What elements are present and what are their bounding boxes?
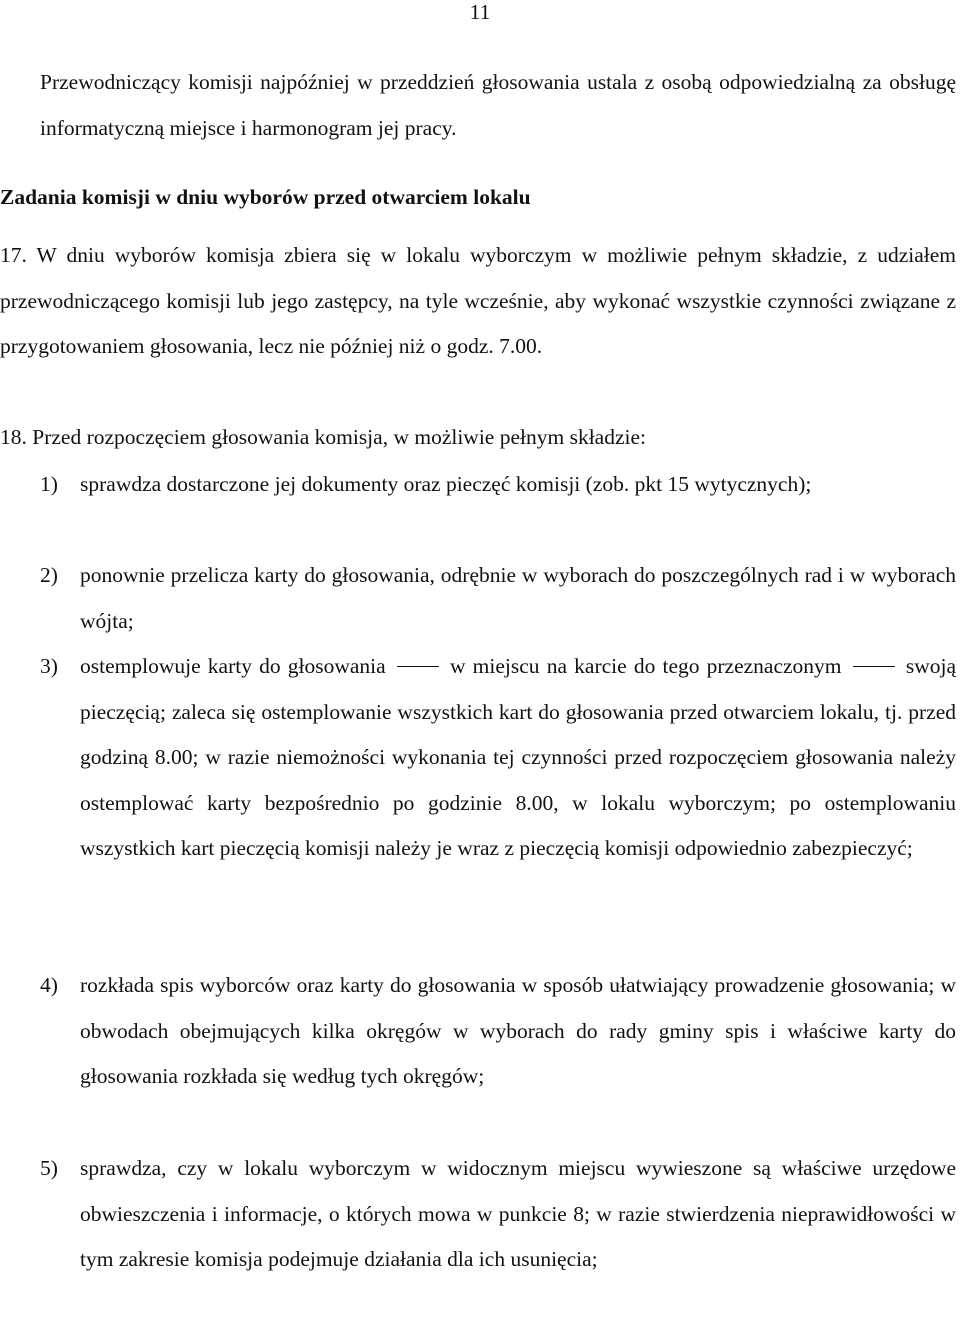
paragraph-18 [0, 415, 956, 461]
list-item-text-part-b: w miejscu na karcie do tego przeznaczonym [450, 654, 842, 678]
section-heading: Zadania komisji w dniu wyborów przed otwarciem lokalu [0, 185, 531, 209]
list-item-number: 4) [40, 973, 58, 997]
list-item-text: ponownie przelicza karty do głosowania, odrębnie w wyborach do poszczególnych rad i w wyborach wójta; [80, 563, 956, 633]
paragraph-17-text: W dniu wyborów komisja zbiera się w lokalu wyborczym w możliwie pełnym składzie, z udziałem przewodniczącego komisji lub jego zastępcy, na tyle wcześnie, aby wykonać wszystkie czynności związane z przygotowaniem głosowania, lecz nie później niż o godz. 7.00. [0, 243, 956, 359]
list-item-text-part-a: ostemplowuje karty do głosowania [80, 654, 386, 678]
paragraph-17 [0, 233, 956, 370]
list-item-number: 5) [40, 1156, 58, 1180]
list-item-3 [40, 644, 956, 872]
paragraph-18-text: Przed rozpoczęciem głosowania komisja, w możliwie pełnym składzie: [32, 425, 647, 449]
intro-paragraph: Przewodniczący komisji najpóźniej w przeddzień głosowania ustala z osobą odpowiedzialną za obsługę informatyczną miejsce i harmonogram jej pracy. [40, 70, 956, 140]
paragraph-18-number: 18. [0, 425, 27, 449]
list-item-number: 3) [40, 654, 58, 678]
em-dash [853, 666, 895, 667]
list-item-1 [40, 462, 956, 508]
paragraph-17-number: 17. [0, 243, 27, 267]
list-item-text [80, 644, 956, 872]
list-item-4 [40, 963, 956, 1100]
page-number: 11 [469, 0, 491, 24]
em-dash [397, 666, 439, 667]
list-item-text: sprawdza, czy w lokalu wyborczym w widocznym miejscu wywieszone są właściwe urzędowe obwieszczenia i informacje, o których mowa w punkcie 8; w razie stwierdzenia nieprawidłowości w tym zakresie komisja podejmuje działania dla ich usunięcia; [80, 1156, 956, 1272]
list-item-5 [40, 1146, 956, 1283]
list-item-text: sprawdza dostarczone jej dokumenty oraz pieczęć komisji (zob. pkt 15 wytycznych); [80, 472, 812, 496]
list-item-number: 1) [40, 472, 58, 496]
list-item-text: rozkłada spis wyborców oraz karty do głosowania w sposób ułatwiający prowadzenie głosowania; w obwodach obejmujących kilka okręgów w wyborach do rady gminy spis i właściwe karty do głosowania rozkłada się według tych okręgów; [80, 973, 956, 1089]
list-item-number: 2) [40, 563, 58, 587]
list-item-2 [40, 553, 956, 644]
list-item-text-part-c: swoją pieczęcią; zaleca się ostemplowanie wszystkich kart do głosowania przed otwarciem lokalu, tj. przed godziną 8.00; w razie niemożności wykonania tej czynności przed rozpoczęciem głosowania należy ostemplować karty bezpośrednio po godzinie 8.00, w lokalu wyborczym; po ostemplowaniu wszystkich kart pieczęcią komisji należy je wraz z pieczęcią komisji odpowiednio zabezpieczyć; [80, 654, 957, 861]
